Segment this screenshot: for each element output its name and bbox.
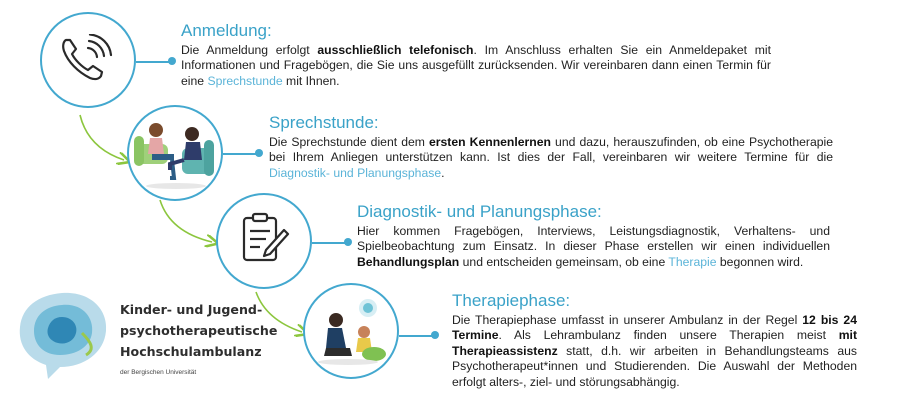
step-2-title: Sprechstunde: bbox=[269, 113, 379, 132]
step-anmeldung bbox=[181, 21, 771, 89]
step-1-connector bbox=[136, 61, 172, 63]
step-diagnostik bbox=[357, 202, 830, 270]
arrow-1 bbox=[80, 115, 124, 160]
step-3-dot bbox=[344, 238, 352, 246]
clipboard-pen-icon bbox=[240, 212, 290, 273]
step-3-title: Diagnostik- und Planungsphase: bbox=[357, 202, 602, 221]
logo-line-1: Kinder- und Jugend- bbox=[120, 302, 263, 317]
step-2-text: Die Sprechstunde dient dem ersten Kennenlernen und dazu, herauszufinden, ob eine Psychotherapie bei Ihrem Anliegen unterstützen kann. Ist dies der Fall, vereinbaren wir weitere Termine für die Diagnostik- und Planungsphase. bbox=[269, 135, 833, 180]
step-3-connector bbox=[312, 242, 348, 244]
phone-icon bbox=[60, 34, 116, 91]
link-diagnostik[interactable]: Diagnostik- und Planungsphase bbox=[269, 165, 442, 180]
step-1-text: Die Anmeldung erfolgt ausschließlich telefonisch. Im Anschluss erhalten Sie ein Anmeldepaket mit Informationen und Fragebögen, die Sie uns ausgefüllt zurücksenden. Wir vereinbaren dann einen Termin für eine Sprechstunde mit Ihnen. bbox=[181, 43, 771, 88]
step-3-text: Hier kommen Fragebögen, Interviews, Leistungsdiagnostik, Verhaltens- und Spielbeobachtung zum Einsatz. In dieser Phase erstellen wir einen individuellen Behandlungsplan und entscheiden gemeinsam, ob eine Therapie begonnen wird. bbox=[357, 224, 830, 269]
link-sprechstunde[interactable]: Sprechstunde bbox=[207, 73, 283, 88]
step-4-title: Therapiephase: bbox=[452, 291, 571, 310]
therapy-illustration bbox=[306, 290, 396, 381]
arrow-2 bbox=[160, 200, 212, 242]
logo-subtitle: der Bergischen Universität bbox=[120, 369, 197, 376]
step-4-dot bbox=[431, 331, 439, 339]
conversation-illustration bbox=[130, 112, 220, 203]
logo-mark bbox=[10, 283, 114, 383]
step-therapiephase bbox=[452, 291, 857, 390]
step-1-title: Anmeldung: bbox=[181, 21, 272, 40]
step-4-connector bbox=[399, 335, 435, 337]
step-1-dot bbox=[168, 57, 176, 65]
step-4-text: Die Therapiephase umfasst in unserer Ambulanz in der Regel 12 bis 24 Termine. Als Lehrambulanz finden unsere Therapien meist mit Therapieassistenz statt, d.h. wir arbeiten in Behandlungsteams aus Psychotherapeut*innen und Studierenden. Die Auswahl der Methoden erfolgt alters-, ziel- und störungsabhängig. bbox=[452, 313, 857, 389]
step-2-dot bbox=[255, 149, 263, 157]
link-therapie[interactable]: Therapie bbox=[668, 254, 717, 269]
step-sprechstunde bbox=[269, 113, 833, 181]
step-2-connector bbox=[223, 153, 259, 155]
logo-line-2: psychotherapeutische bbox=[120, 323, 278, 338]
logo-line-3: Hochschulambulanz bbox=[120, 344, 262, 359]
